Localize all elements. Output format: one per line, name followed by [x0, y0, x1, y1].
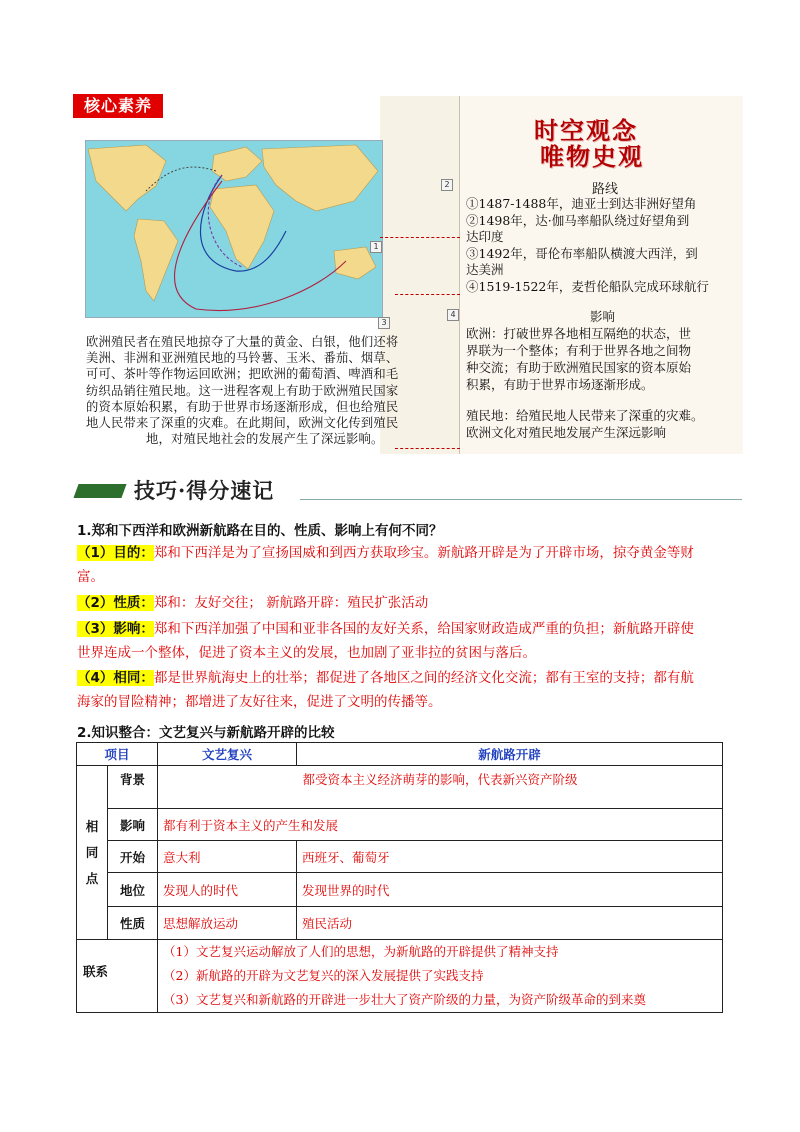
table-header-row	[77, 743, 723, 766]
section-marker	[73, 484, 126, 498]
question-1: 1.郑和下西洋和欧洲新航路在目的、性质、影响上有何不同？	[77, 523, 443, 539]
cell-start-renaissance: 意大利	[158, 841, 297, 873]
cell-start-new-routes: 西班牙、葡萄牙	[297, 841, 723, 873]
link-line: （1）文艺复兴运动解放了人们的思想，为新航路的开辟提供了精神支持	[163, 944, 559, 959]
impact-line: 种交流；有助于欧洲殖民国家的资本原始	[466, 360, 692, 375]
cell-nature-renaissance: 思想解放运动	[158, 907, 297, 940]
answer-label: （3）影响：	[77, 621, 154, 637]
table-row	[77, 940, 723, 1013]
answer-text: 郑和下西洋加强了中国和亚非各国的友好关系，给国家财政造成严重的负担；新航路开辟使	[153, 621, 694, 637]
impact-line: 欧洲：打破世界各地相互隔绝的状态，世	[466, 326, 692, 341]
group-label-text: 相同点	[85, 818, 99, 886]
text-line: 美洲、非洲和亚洲殖民地的马铃薯、玉米、番茄、烟草、	[86, 351, 399, 366]
row-label-impact: 影响	[107, 809, 157, 841]
text-line: 可可、茶叶等作物运回欧洲；把欧洲的葡萄酒、啤酒和毛	[86, 367, 399, 382]
question-2: 2.知识整合：文艺复兴与新航路开辟的比较	[77, 725, 335, 741]
answer-text: 郑和下西洋是为了宣扬国威和到西方获取珍宝。新航路开辟是为了开辟市场，掠夺黄金等财	[153, 545, 694, 561]
answer-label: （1）目的：	[77, 545, 154, 561]
answer-label: （4）相同：	[77, 670, 154, 686]
answer-label: （2）性质：	[77, 595, 154, 611]
route-heading: 路线	[592, 182, 619, 197]
row-label-nature: 性质	[107, 907, 157, 940]
row-label-start: 开始	[107, 841, 157, 873]
route-line: ④1519-1522年，麦哲伦船队完成环球航行	[466, 279, 709, 294]
answer-nature	[77, 591, 743, 615]
cell-links	[158, 940, 723, 1013]
route-line: 达美洲	[466, 262, 504, 277]
header-renaissance: 文艺复兴	[158, 743, 297, 766]
impact-line: 界联为一个整体；有利于世界各地之间物	[466, 343, 692, 358]
cell-impact: 都有利于资本主义的产生和发展	[158, 809, 723, 841]
text-line: 欧洲殖民者在殖民地掠夺了大量的黄金、白银，他们还将	[86, 335, 399, 349]
cell-background: 都受资本主义经济萌芽的影响，代表新兴资产阶级	[158, 766, 723, 809]
link-line: （3）文艺复兴和新航路的开辟进一步壮大了资产阶级的力量，为资产阶级革命的到来奠	[163, 992, 646, 1007]
connector-dash	[380, 237, 460, 238]
impact-line: 积累，有助于世界市场逐渐形成。	[466, 377, 654, 392]
map-marker-1: 1	[370, 241, 382, 253]
panel-divider	[459, 96, 460, 454]
text-line: 的资本原始积累，有助于世界市场逐渐形成，但也给殖民	[86, 399, 399, 414]
route-line: ②1498年，达·伽马率船队绕过好望角到	[466, 213, 690, 228]
panel-title-1: 时空观念	[534, 116, 638, 145]
row-label-status: 地位	[107, 873, 157, 907]
answer-purpose	[77, 541, 743, 589]
link-line: （2）新航路的开辟为文艺复兴的深入发展提供了实践支持	[163, 968, 484, 983]
answer-impact	[77, 617, 743, 665]
table-row	[77, 841, 723, 873]
map-marker-2: 2	[441, 179, 453, 191]
core-literacy-badge: 核心素养	[73, 94, 163, 118]
row-label-background: 背景	[107, 766, 157, 809]
route-line: ①1487-1488年，迪亚士到达非洲好望角	[466, 196, 697, 211]
panel-title-2: 唯物史观	[540, 142, 644, 171]
text-line: 纺织品销往殖民地。这一进程客观上有助于欧洲殖民国家	[86, 383, 399, 398]
cell-status-new-routes: 发现世界的时代	[297, 873, 723, 907]
section-title: 技巧·得分速记	[134, 478, 275, 503]
answer-text: 世界连成一个整体，促进了资本主义的发展，也加剧了亚非拉的贫困与落后。	[77, 645, 536, 661]
table-row	[77, 766, 723, 809]
group-label-common	[77, 766, 108, 940]
text-line: 地，对殖民地社会的发展产生了深远影响。	[146, 432, 384, 447]
answer-text: 都是世界航海史上的壮举；都促进了各地区之间的经济文化交流；都有王室的支持；都有航	[153, 670, 694, 686]
route-line: ③1492年，哥伦布率船队横渡大西洋，到	[466, 246, 698, 261]
table-row	[77, 907, 723, 940]
colonial-impact-text	[86, 334, 436, 447]
impact-heading: 影响	[590, 309, 616, 324]
header-item: 项目	[77, 743, 158, 766]
impact-line: 殖民地：给殖民地人民带来了深重的灾难。	[466, 408, 704, 423]
world-voyage-map	[85, 140, 383, 318]
connector-dash	[395, 294, 460, 295]
cell-nature-new-routes: 殖民活动	[297, 907, 723, 940]
answer-common	[77, 666, 743, 714]
impact-line: 欧洲文化对殖民地发展产生深远影响	[466, 425, 667, 440]
row-label-link: 联系	[77, 940, 158, 1013]
answer-text: 郑和：友好交往； 新航路开辟：殖民扩张活动	[153, 595, 429, 611]
comparison-table	[76, 742, 723, 1013]
connector-dash	[395, 448, 460, 449]
header-new-routes: 新航路开辟	[297, 743, 723, 766]
table-row	[77, 873, 723, 907]
route-line: 达印度	[466, 229, 504, 244]
text-line: 地人民带来了深重的灾难。在此期间，欧洲文化传到殖民	[86, 416, 399, 431]
map-illustration	[86, 141, 382, 317]
answer-text: 富。	[77, 569, 104, 585]
table-row	[77, 809, 723, 841]
cell-status-renaissance: 发现人的时代	[158, 873, 297, 907]
map-marker-4: 4	[447, 309, 459, 321]
map-marker-3: 3	[378, 317, 390, 329]
section-underline	[300, 499, 742, 500]
answer-text: 海家的冒险精神；都增进了友好往来，促进了文明的传播等。	[77, 694, 442, 710]
